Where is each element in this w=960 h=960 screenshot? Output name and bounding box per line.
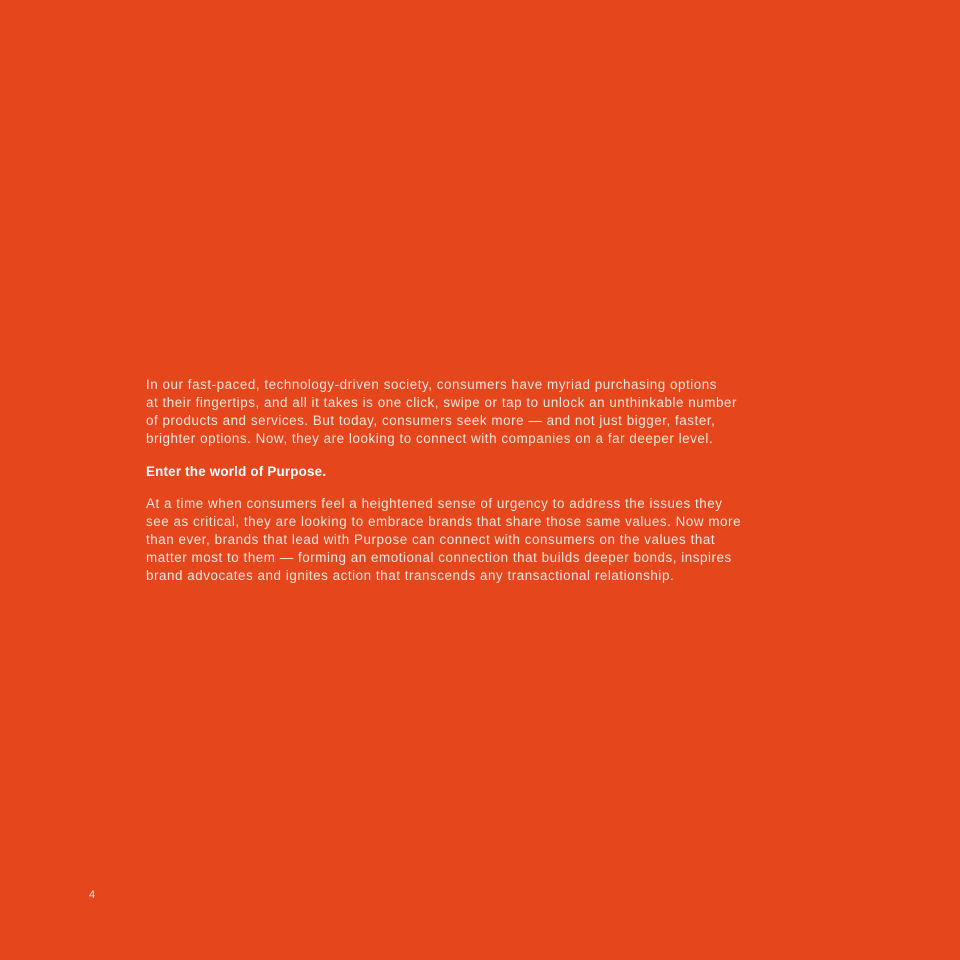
intro-line: of products and services. But today, consumers seek more — and not just bigger, faster, — [146, 413, 716, 428]
intro-line: brighter options. Now, they are looking to connect with companies on a far deeper level. — [146, 431, 714, 446]
body-line: At a time when consumers feel a heightened sense of urgency to address the issues they — [146, 496, 723, 511]
body-line: matter most to them — forming an emotional connection that builds deeper bonds, inspires — [146, 550, 732, 565]
intro-line: In our fast-paced, technology-driven society, consumers have myriad purchasing options — [146, 377, 718, 392]
intro-paragraph — [146, 376, 836, 448]
section-heading: Enter the world of Purpose. — [146, 464, 327, 479]
intro-line: at their fingertips, and all it takes is one click, swipe or tap to unlock an unthinkable number — [146, 395, 737, 410]
body-paragraph — [146, 495, 836, 585]
body-line: brand advocates and ignites action that transcends any transactional relationship. — [146, 568, 675, 583]
body-line: than ever, brands that lead with Purpose can connect with consumers on the values that — [146, 532, 716, 547]
text-block — [146, 376, 836, 585]
body-line: see as critical, they are looking to embrace brands that share those same values. Now more — [146, 514, 742, 529]
page-number: 4 — [89, 889, 96, 901]
